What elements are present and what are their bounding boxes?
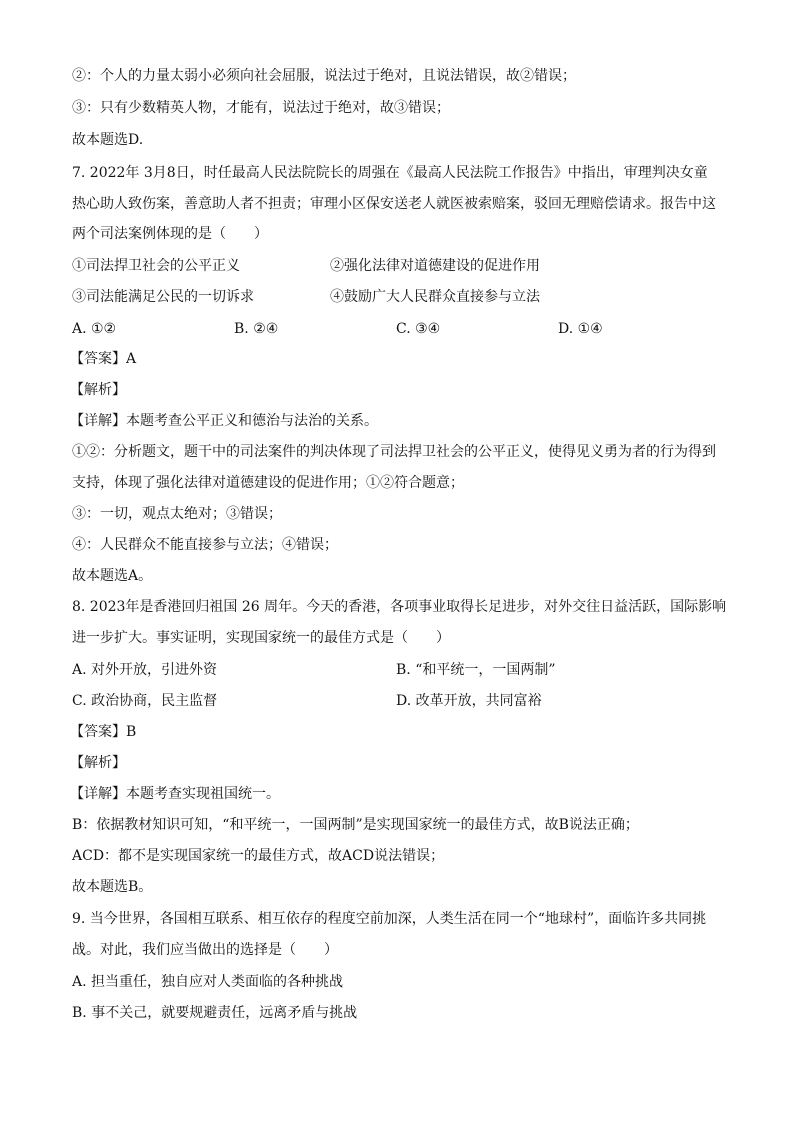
q8-analysis-label: 【解析】 [70,755,126,771]
q7-item-4: ④鼓励广大人民群众直接参与立法 [330,289,540,305]
prev-conclusion: 故本题选D. [72,132,144,148]
q8-option-c: C. 政治协商，民主监督 [72,693,218,709]
q9-stem-line2: 战。对此，我们应当做出的选择是（ ） [72,942,338,958]
q7-item-3: ③司法能满足公民的一切诉求 [72,289,254,305]
q9-stem-line1: 9. 当今世界，各国相互联系、相互依存的程度空前加深，人类生活在同一个“地球村”，面临许多共同挑 [72,911,707,927]
q7-analysis-3: ③：一切，观点太绝对；③错误； [72,506,282,522]
prev-analysis-3: ③：只有少数精英人物，才能有，说法过于绝对，故③错误； [72,100,450,116]
q7-detail: 【详解】本题考查公平正义和德治与法治的关系。 [70,413,378,429]
q7-analysis-12-line2: 支持，体现了强化法律对道德建设的促进作用；①②符合题意； [72,475,464,491]
q7-stem-line3: 两个司法案例体现的是（ ） [72,226,268,242]
q7-option-d: D. ①④ [558,321,603,337]
q7-option-b: B. ②④ [234,321,279,337]
q8-detail: 【详解】本题考查实现祖国统一。 [70,786,280,802]
q7-conclusion: 故本题选A。 [72,568,153,584]
q8-analysis-acd: ACD：都不是实现国家统一的最佳方式，故ACD说法错误； [72,848,445,864]
q8-option-a: A. 对外开放，引进外资 [72,662,218,678]
q8-stem-line2: 进一步扩大。事实证明，实现国家统一的最佳方式是（ ） [72,630,450,646]
q7-stem-line2: 热心助人致伤案，善意助人者不担责；审理小区保安送老人就医被索赔案，驳回无理赔偿请求。报告中这 [72,196,716,212]
prev-analysis-2: ②：个人的力量太弱小必须向社会屈服，说法过于绝对，且说法错误，故②错误； [72,68,576,84]
q9-option-b: B. 事不关己，就要规避责任，远离矛盾与挑战 [72,1005,358,1021]
q8-analysis-b: B：依据教材知识可知，“和平统一，一国两制”是实现国家统一的最佳方式，故B说法正确； [72,817,639,833]
q7-analysis-4: ④：人民群众不能直接参与立法；④错误； [72,537,338,553]
q7-item-1: ①司法捍卫社会的公平正义 [72,258,240,274]
q9-option-a: A. 担当重任，独自应对人类面临的各种挑战 [72,974,344,990]
q8-stem-line1: 8. 2023年是香港回归祖国 26 周年。今天的香港，各项事业取得长足进步，对外交往日益活跃，国际影响 [72,599,727,615]
q8-conclusion: 故本题选B。 [72,879,153,895]
q7-analysis-12-line1: ①②：分析题文，题干中的司法案件的判决体现了司法捍卫社会的公平正义，使得见义勇为者的行为得到 [72,444,716,460]
q7-answer: 【答案】A [70,351,137,367]
q8-option-d: D. 改革开放，共同富裕 [396,693,542,709]
q7-option-a: A. ①② [72,321,117,337]
q7-analysis-label: 【解析】 [70,382,126,398]
q7-stem-line1: 7. 2022年 3月8日，时任最高人民法院院长的周强在《最高人民法院工作报告》中指出，审理判决女童 [72,165,708,181]
q8-answer: 【答案】B [70,724,137,740]
q7-option-c: C. ③④ [396,321,441,337]
q7-item-2: ②强化法律对道德建设的促进作用 [330,258,540,274]
q8-option-b: B. “和平统一，一国两制” [396,662,556,678]
